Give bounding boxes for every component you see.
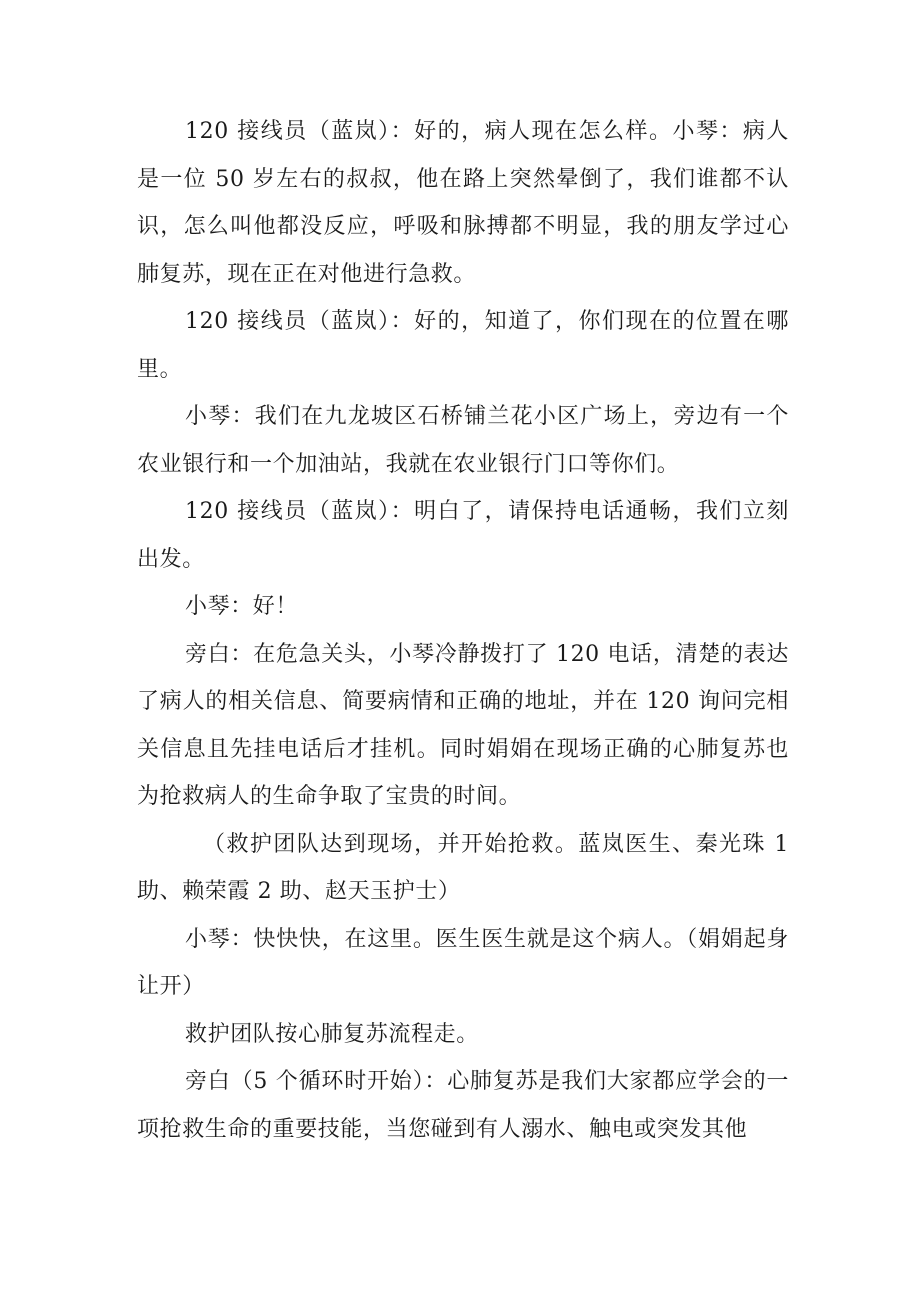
paragraph-dispatcher-reply-3: 120 接线员（蓝岚）：明白了，请保持电话通畅，我们立刻出发。: [137, 499, 789, 572]
paragraph-rescue-team: 救护团队按心肺复苏流程走。: [185, 1021, 479, 1047]
paragraph-dispatcher-reply-2: 120 接线员（蓝岚）：好的，知道了，你们现在的位置在哪里。: [137, 309, 789, 382]
paragraph-stage-direction: （救护团队达到现场，并开始抢救。蓝岚医生、秦光珠 1 助、赖荣霞 2 助、赵天玉护士）: [137, 831, 789, 904]
paragraph-narration-2: 旁白（5 个循环时开始）：心肺复苏是我们大家都应学会的一项抢救生命的重要技能，当您碰到有人溺水、触电或突发其他: [137, 1069, 789, 1142]
document-body: [137, 108, 789, 1153]
paragraph-narration-1: 旁白：在危急关头，小琴冷静拨打了 120 电话，清楚的表达了病人的相关信息、简要病情和正确的地址，并在 120 询问完相关信息且先挂电话后才挂机。同时娟娟在现场正确的心肺复苏也为抢救病人的生命争取了宝贵的时间。: [137, 641, 789, 809]
paragraph-dispatcher-reply-1: 120 接线员（蓝岚）：好的，病人现在怎么样。小琴：病人是一位 50 岁左右的叔叔，他在路上突然晕倒了，我们谁都不认识，怎么叫他都没反应，呼吸和脉搏都不明显，我的朋友学过心肺复苏，现在正在对他进行急救。: [137, 119, 789, 287]
paragraph-xiaoqin-urging: 小琴：快快快，在这里。医生医生就是这个病人。（娟娟起身让开）: [137, 926, 789, 999]
paragraph-xiaoqin-ok: 小琴：好！: [185, 594, 299, 619]
paragraph-xiaoqin-location: 小琴：我们在九龙坡区石桥铺兰花小区广场上，旁边有一个农业银行和一个加油站，我就在农业银行门口等你们。: [137, 404, 789, 477]
